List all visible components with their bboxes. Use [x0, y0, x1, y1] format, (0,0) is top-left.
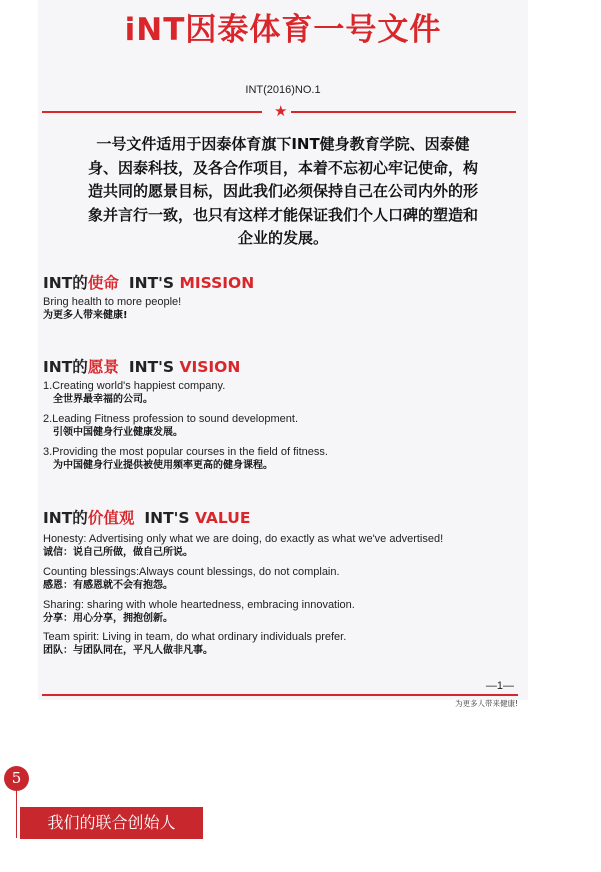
header-divider-left: [42, 111, 262, 113]
value-heading-red-cn: 价值观: [87, 509, 135, 527]
letterhead-title: iNT因泰体育一号文件: [124, 12, 442, 48]
section-connector-line: [16, 791, 17, 838]
document-page: [38, 0, 528, 708]
vision-item-1-zh: 全世界最幸福的公司。: [53, 394, 153, 405]
vision-heading-red-en: VISION: [179, 358, 241, 376]
section-title-label: 我们的联合创始人: [20, 807, 203, 839]
value-heading-red-en: VALUE: [194, 509, 251, 527]
vision-heading-red-cn: 愿景: [87, 358, 119, 376]
value-item-4-zh: 团队：与团队同在，平凡人做非凡事。: [43, 645, 213, 656]
page-number: —1—: [485, 680, 514, 692]
value-heading-en-prefix: INT'S: [144, 509, 190, 527]
value-item-4-en: Team spirit: Living in team, do what ordinary individuals prefer.: [43, 631, 347, 643]
mission-en: Bring health to more people!: [43, 296, 182, 308]
vision-item: [43, 445, 513, 473]
vision-heading-prefix: INT的: [43, 358, 88, 376]
footer-divider: [42, 694, 518, 696]
value-item-3-en: Sharing: sharing with whole heartedness, embracing innovation.: [43, 599, 355, 611]
mission-heading-prefix: INT的: [43, 274, 88, 292]
value-item: [43, 565, 513, 593]
mission-zh: 为更多人带来健康!: [43, 310, 128, 321]
value-item-2-en: Counting blessings:Always count blessings, do not complain.: [43, 566, 340, 578]
mission-heading-en-prefix: INT'S: [128, 274, 175, 292]
header-divider: [42, 102, 516, 120]
vision-item: [43, 412, 513, 440]
vision-item-2-en: 2.Leading Fitness profession to sound development.: [43, 413, 298, 425]
vision-item-3-zh: 为中国健身行业提供被使用频率更高的健身课程。: [53, 460, 273, 471]
value-item-2-zh: 感恩：有感恩就不会有抱怨。: [43, 580, 173, 591]
mission-heading-red-cn: 使命: [87, 274, 119, 292]
value-item-3-zh: 分享：用心分享，拥抱创新。: [43, 613, 173, 624]
mission-item: [43, 295, 513, 323]
star-icon: ★: [274, 102, 288, 120]
intro-paragraph: 一号文件适用于因泰体育旗下INT健身教育学院、因泰健身、因泰科技，及各合作项目，本着不忘初心牢记使命，构造共同的愿景目标，因此我们必须保持自己在公司内外的形象并言行一致，也只有这样才能保证我们个人口碑的塑造和企业的发展。: [88, 135, 479, 247]
vision-item-3-en: 3.Providing the most popular courses in the field of fitness.: [43, 446, 328, 458]
footer-slogan: 为更多人带来健康!: [454, 699, 518, 708]
vision-heading-en-prefix: INT'S: [128, 358, 175, 376]
value-item: [43, 630, 513, 658]
value-heading: [43, 506, 250, 528]
vision-item: [43, 379, 513, 407]
mission-heading-red-en: MISSION: [179, 274, 255, 292]
document-number: INT(2016)NO.1: [245, 84, 321, 96]
vision-item-2-zh: 引领中国健身行业健康发展。: [53, 427, 183, 438]
value-item-1-en: Honesty: Advertising only what we are doing, do exactly as what we've advertised!: [43, 533, 444, 545]
value-item: [43, 598, 513, 626]
vision-heading: [43, 355, 240, 377]
mission-heading: [43, 271, 254, 293]
vision-item-1-en: 1.Creating world's happiest company.: [43, 380, 226, 392]
value-heading-prefix: INT的: [43, 509, 88, 527]
value-item: [43, 532, 513, 560]
header-divider-right: [291, 111, 516, 113]
section-number-badge: 5: [4, 766, 29, 791]
value-item-1-zh: 诚信：说自己所做，做自己所说。: [43, 547, 193, 558]
